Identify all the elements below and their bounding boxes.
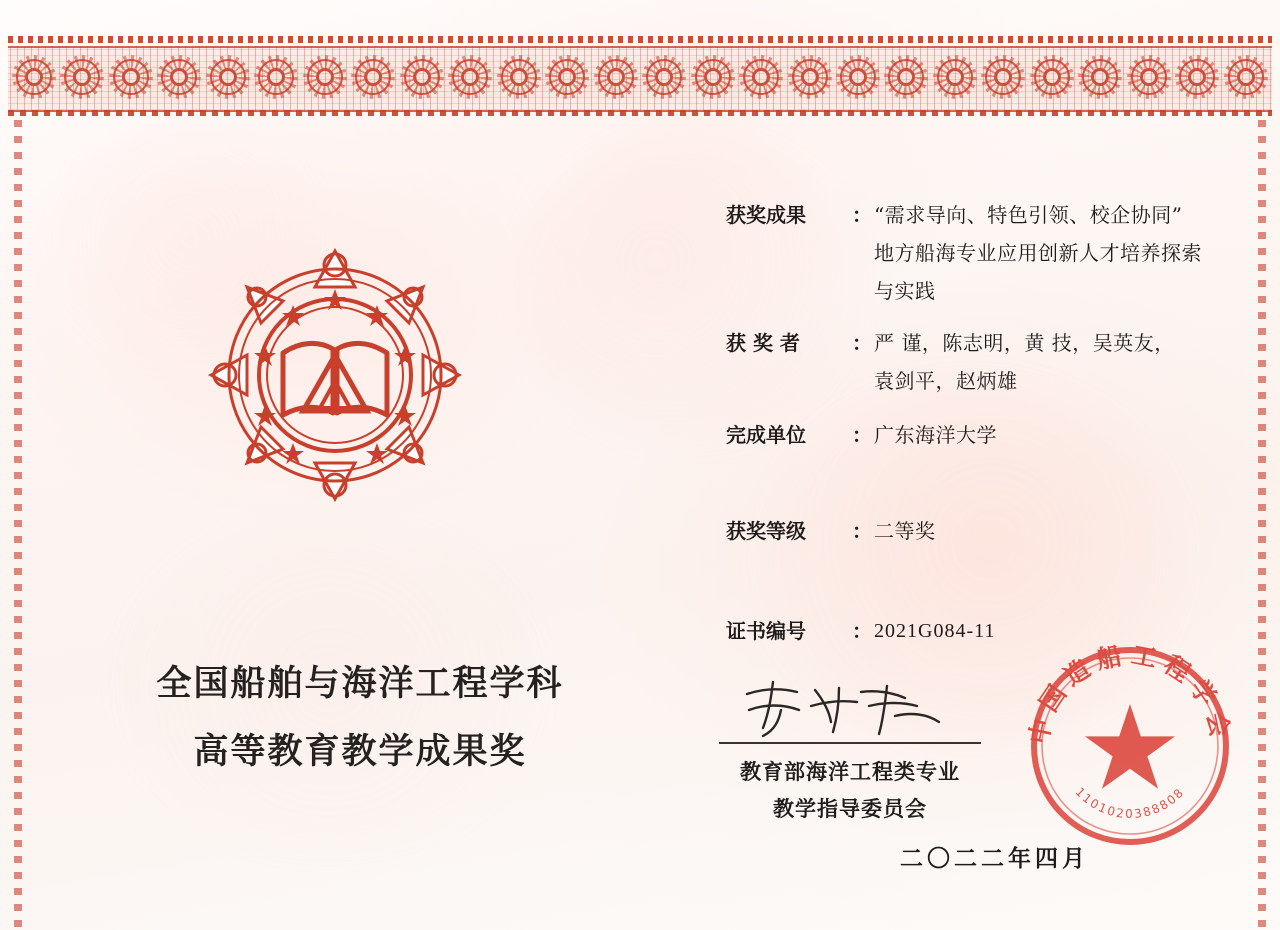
border-flower-row	[8, 46, 1272, 108]
flower-icon	[1078, 55, 1122, 99]
flower-icon	[981, 55, 1025, 99]
flower-icon	[1175, 55, 1219, 99]
issuing-committee-line-2: 教学指导委员会	[773, 795, 927, 821]
border-dotted-rule-right	[1258, 120, 1266, 930]
flower-icon	[400, 55, 444, 99]
achievement-line-2: 地方船海专业应用创新人才培养探索	[874, 241, 1202, 265]
flower-icon	[60, 55, 104, 99]
flower-icon	[1224, 55, 1268, 99]
field-grade	[726, 512, 1246, 550]
issue-date: 二〇二二年四月	[900, 845, 1089, 872]
flower-icon	[788, 55, 832, 99]
signature-block	[700, 676, 1000, 828]
flower-icon	[933, 55, 977, 99]
signature-rule	[719, 742, 981, 744]
flower-icon	[206, 55, 250, 99]
flower-icon	[836, 55, 880, 99]
flower-icon	[303, 55, 347, 99]
border-dotted-rule-left	[14, 120, 22, 930]
recipients-line-1: 严 谨，陈志明，黄 技，吴英友，	[874, 331, 1175, 355]
certificate-fields	[726, 196, 1246, 666]
flower-icon	[12, 55, 56, 99]
flower-icon	[884, 55, 928, 99]
flower-icon	[109, 55, 153, 99]
field-institution-colon: ：	[852, 423, 872, 447]
flower-icon	[1127, 55, 1171, 99]
recipients-line-2: 袁剑平，赵炳雄	[874, 369, 1018, 393]
field-serial-number-colon: ：	[852, 619, 872, 643]
field-grade-label: 获奖等级	[726, 519, 806, 543]
field-serial-number-value: 2021G084-11	[874, 620, 996, 642]
flower-icon	[351, 55, 395, 99]
flower-icon	[1030, 55, 1074, 99]
field-institution	[726, 416, 1246, 454]
award-title-line-2: 高等教育教学成果奖	[193, 731, 527, 773]
ornamental-top-border	[0, 0, 1280, 124]
field-achievement-value	[874, 196, 1246, 310]
flower-icon	[448, 55, 492, 99]
field-serial-number-label: 证书编号	[726, 619, 806, 643]
flower-icon	[642, 55, 686, 99]
handwritten-signature	[700, 676, 1000, 742]
field-institution-label: 完成单位	[726, 423, 806, 447]
issuing-committee-line-1: 教育部海洋工程类专业	[740, 759, 960, 784]
flower-icon	[739, 55, 783, 99]
flower-icon	[691, 55, 735, 99]
seal-inner-text: 1101020388808	[1072, 784, 1188, 821]
award-title-line-1: 全国船舶与海洋工程学科	[156, 663, 564, 704]
achievement-line-3: 与实践	[874, 279, 936, 303]
field-grade-value: 二等奖	[874, 519, 936, 543]
field-achievement-label: 获奖成果	[726, 203, 806, 227]
border-dotted-rule-top	[8, 36, 1272, 43]
field-achievement	[726, 196, 1246, 310]
field-institution-value: 广东海洋大学	[874, 423, 997, 447]
svg-text:1101020388808	[1073, 785, 1188, 821]
field-recipients	[726, 324, 1246, 400]
field-recipients-label: 获 奖 者	[726, 331, 800, 355]
seal-outer-text: 中国造船工程学会	[1024, 640, 1236, 747]
achievement-line-1: “需求导向、特色引领、校企协同”	[874, 203, 1183, 227]
flower-icon	[254, 55, 298, 99]
flower-icon	[545, 55, 589, 99]
field-recipients-colon: ：	[852, 331, 872, 355]
award-title	[80, 650, 640, 787]
official-seal	[1024, 640, 1236, 852]
border-dotted-rule-bottom	[8, 110, 1272, 116]
field-achievement-colon: ：	[852, 203, 872, 227]
flower-icon	[497, 55, 541, 99]
flower-icon	[594, 55, 638, 99]
issuing-committee	[700, 754, 1000, 828]
flower-icon	[157, 55, 201, 99]
field-grade-colon: ：	[852, 519, 872, 543]
education-emblem-icon	[205, 245, 465, 505]
field-recipients-value	[874, 324, 1246, 400]
